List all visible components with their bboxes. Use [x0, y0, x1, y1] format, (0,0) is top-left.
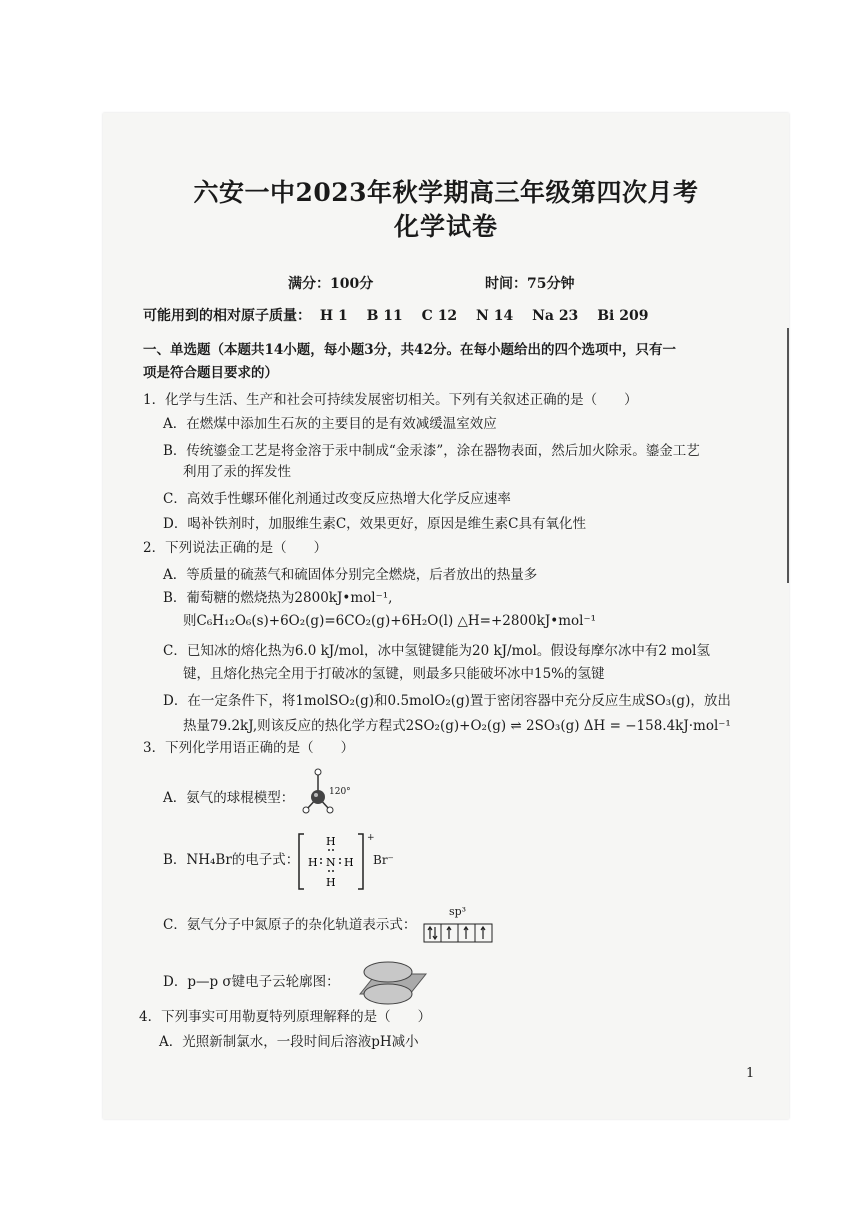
q1-option-c: C．高效手性螺环催化剂通过改变反应热增大化学反应速率 [163, 491, 511, 507]
q3-option-b: B．NH₄Br的电子式： [163, 852, 300, 868]
q1-option-b-cont: 利用了汞的挥发性 [183, 464, 291, 480]
q2-stem: 2．下列说法正确的是（ ） [143, 540, 328, 556]
atomic-mass-item: B 11 [366, 308, 403, 324]
q4-stem: 4．下列事实可用勒夏特列原理解释的是（ ） [139, 1009, 432, 1025]
q4-option-a: A．光照新制氯水，一段时间后溶液pH减小 [159, 1034, 419, 1050]
atomic-masses [143, 305, 662, 325]
section-header: 一、单选题（本题共14小题，每小题3分，共42分。在每小题给出的四个选项中，只有一 [143, 342, 676, 358]
q3-option-c: C．氨气分子中氮原子的杂化轨道表示式： [163, 917, 417, 933]
page-edge-shadow [787, 328, 789, 583]
q2-option-d: D．在一定条件下，将1molSO₂(g)和0.5molO₂(g)置于密闭容器中充分反应生成SO₃(g)，放出 [163, 693, 731, 709]
q2-option-d-cont: 热量79.2kJ,则该反应的热化学方程式2SO₂(g)+O₂(g) ⇌ 2SO₃(g) ΔH = −158.4kJ·mol⁻¹ [183, 718, 731, 734]
q3-option-d: D．p—p σ键电子云轮廓图： [163, 974, 340, 990]
svg-text:H: H [326, 835, 336, 848]
q3-option-a: A．氨气的球棍模型： [163, 790, 295, 806]
exam-paper [103, 113, 789, 1119]
atomic-mass-item: Bi 209 [597, 308, 649, 324]
section-header-cont: 项是符合题目要求的） [143, 365, 278, 381]
q2-option-c: C．已知冰的熔化热为6.0 kJ/mol，冰中氢键键能为20 kJ/mol。假设每摩尔冰中有2 mol氢 [163, 643, 710, 659]
q2-option-c-cont: 键，且熔化热完全用于打破冰的氢键，则最多只能破坏冰中15%的氢键 [183, 666, 605, 682]
q2-option-b-equation: 则C₆H₁₂O₆(s)+6O₂(g)=6CO₂(g)+6H₂O(l) △H=+2800kJ•mol⁻¹ [183, 613, 596, 629]
svg-text:N: N [326, 856, 336, 869]
orbital-boxes [423, 923, 495, 945]
svg-text:H: H [308, 856, 318, 869]
atomic-mass-item: Na 23 [532, 308, 579, 324]
q2-option-b: B．葡萄糖的燃烧热为2800kJ•mol⁻¹, [163, 590, 393, 606]
q1-stem: 1．化学与生活、生产和社会可持续发展密切相关。下列有关叙述正确的是（ ） [143, 392, 638, 408]
q1-option-d: D．喝补铁剂时，加服维生素C，效果更好，原因是维生素C具有氧化性 [163, 516, 586, 532]
full-score: 满分：100分 [288, 276, 374, 292]
electron-formula-nh4 [296, 831, 366, 893]
exam-title: 六安一中2023年秋学期高三年级第四次月考 [193, 178, 699, 207]
q3-stem: 3．下列化学用语正确的是（ ） [143, 740, 355, 756]
atomic-mass-label: 可能用到的相对原子质量： [143, 308, 311, 324]
hybrid-orbital-label: sp³ [449, 905, 467, 918]
svg-text:H: H [344, 856, 354, 869]
bromide-ion: Br⁻ [373, 853, 394, 867]
q2-option-a: A．等质量的硫蒸气和硫固体分别完全燃烧，后者放出的热量多 [163, 567, 538, 583]
q1-option-a: A．在燃煤中添加生石灰的主要目的是有效减缓温室效应 [163, 416, 497, 432]
bond-angle-label: 120° [329, 787, 351, 797]
atomic-mass-item: N 14 [476, 308, 514, 324]
atomic-mass-item: H 1 [319, 308, 348, 324]
sigma-bond-cloud [348, 958, 428, 1006]
time-limit: 时间：75分钟 [485, 276, 575, 292]
cation-charge: + [367, 833, 375, 843]
page-number: 1 [746, 1066, 755, 1081]
atomic-mass-item: C 12 [421, 308, 458, 324]
q1-option-b: B．传统鎏金工艺是将金溶于汞中制成“金汞漆”，涂在器物表面，然后加火除汞。鎏金工艺 [163, 443, 700, 459]
svg-text:H: H [326, 876, 336, 889]
exam-subtitle: 化学试卷 [393, 212, 498, 241]
